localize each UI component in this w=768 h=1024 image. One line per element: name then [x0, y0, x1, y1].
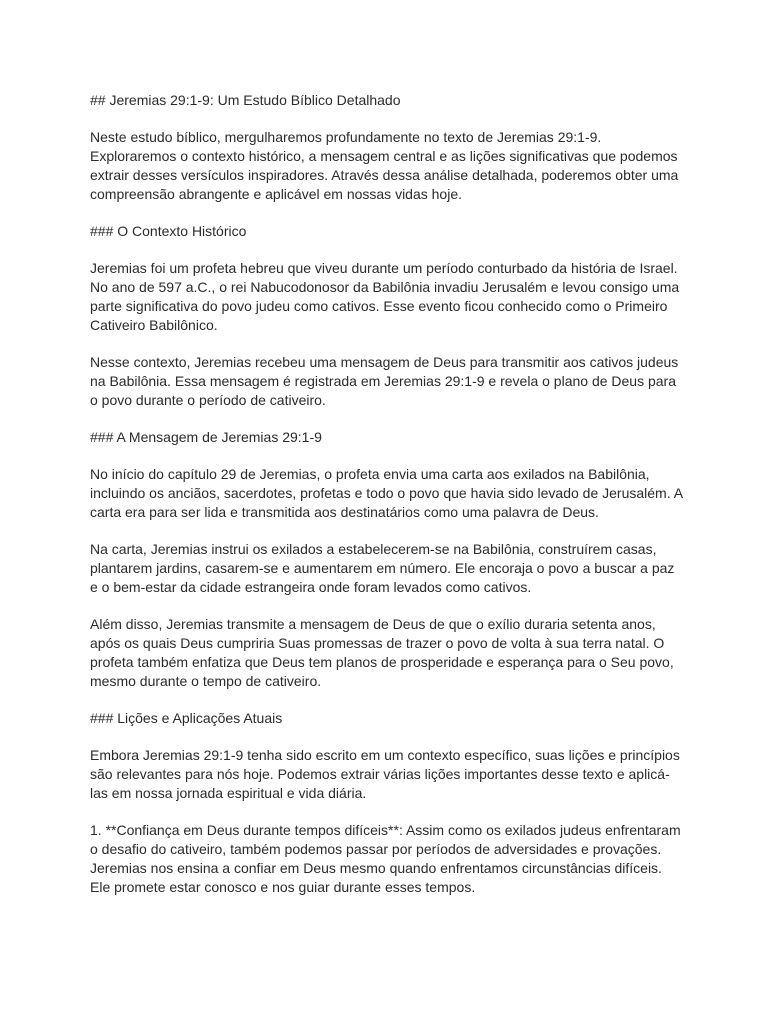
paragraph-line: após os quais Deus cumpriria Suas promessas de trazer o povo de volta à sua terra natal. O — [90, 635, 665, 651]
paragraph-line: Na carta, Jeremias instrui os exilados a estabelecerem-se na Babilônia, construírem casas, — [90, 541, 657, 557]
heading-text: ### A Mensagem de Jeremias 29:1-9 — [90, 429, 322, 445]
section-heading — [90, 709, 690, 728]
paragraph — [90, 540, 690, 597]
paragraph — [90, 615, 690, 691]
paragraph-line: o povo durante o período de cativeiro. — [90, 392, 326, 408]
paragraph-line: 1. **Confiança em Deus durante tempos difíceis**: Assim como os exilados judeus enfrentaram — [90, 822, 681, 838]
paragraph-line: Exploraremos o contexto histórico, a mensagem central e as lições significativas que podemos — [90, 148, 678, 164]
heading-text: ### Lições e Aplicações Atuais — [90, 710, 283, 726]
heading-text: ## Jeremias 29:1-9: Um Estudo Bíblico Detalhado — [90, 92, 401, 108]
paragraph — [90, 259, 690, 335]
paragraph-line: compreensão abrangente e aplicável em nossas vidas hoje. — [90, 186, 463, 202]
paragraph-line: extrair desses versículos inspiradores. Através dessa análise detalhada, poderemos obter uma — [90, 167, 679, 183]
paragraph-line: plantarem jardins, casarem-se e aumentarem em número. Ele encoraja o povo a buscar a paz — [90, 560, 675, 576]
paragraph-line: Jeremias foi um profeta hebreu que viveu durante um período conturbado da história de Israel. — [90, 260, 678, 276]
paragraph-line: na Babilônia. Essa mensagem é registrada em Jeremias 29:1-9 e revela o plano de Deus para — [90, 373, 676, 389]
paragraph — [90, 128, 690, 204]
paragraph-line: Nesse contexto, Jeremias recebeu uma mensagem de Deus para transmitir aos cativos judeus — [90, 354, 679, 370]
paragraph-line: profeta também enfatiza que Deus tem planos de prosperidade e esperança para o Seu povo, — [90, 654, 674, 670]
paragraph-line: Jeremias nos ensina a confiar em Deus mesmo quando enfrentamos circunstâncias difíceis. — [90, 860, 662, 876]
paragraph-line: são relevantes para nós hoje. Podemos extrair várias lições importantes desse texto e aplicá- — [90, 766, 670, 782]
paragraph-line: No ano de 597 a.C., o rei Nabucodonosor da Babilônia invadiu Jerusalém e levou consigo uma — [90, 279, 680, 295]
paragraph-line: o desafio do cativeiro, também podemos passar por períodos de adversidades e provações. — [90, 841, 662, 857]
paragraph-line: Neste estudo bíblico, mergulharemos profundamente no texto de Jeremias 29:1-9. — [90, 129, 602, 145]
paragraph-line: mesmo durante o tempo de cativeiro. — [90, 673, 322, 689]
paragraph-line: e o bem-estar da cidade estrangeira onde foram levados como cativos. — [90, 579, 532, 595]
paragraph-line: Embora Jeremias 29:1-9 tenha sido escrito em um contexto específico, suas lições e princípios — [90, 747, 680, 763]
paragraph-line: carta era para ser lida e transmitida aos destinatários como uma palavra de Deus. — [90, 504, 599, 520]
paragraph — [90, 353, 690, 410]
section-heading — [90, 428, 690, 447]
paragraph-line: incluindo os anciãos, sacerdotes, profetas e todo o povo que havia sido levado de Jerusalém. A — [90, 485, 684, 501]
paragraph-line: Além disso, Jeremias transmite a mensagem de Deus de que o exílio duraria setenta anos, — [90, 616, 656, 632]
paragraph-line: parte significativa do povo judeu como cativos. Esse evento ficou conhecido como o Primeiro — [90, 298, 668, 314]
paragraph-line: No início do capítulo 29 de Jeremias, o profeta envia uma carta aos exilados na Babilônia, — [90, 466, 650, 482]
paragraph — [90, 821, 690, 897]
paragraph-line: las em nossa jornada espiritual e vida diária. — [90, 785, 367, 801]
section-heading — [90, 91, 690, 110]
section-heading — [90, 222, 690, 241]
paragraph-line: Ele promete estar conosco e nos guiar durante esses tempos. — [90, 879, 476, 895]
heading-text: ### O Contexto Histórico — [90, 223, 247, 239]
paragraph-line: Cativeiro Babilônico. — [90, 317, 218, 333]
document-page — [90, 91, 690, 897]
paragraph — [90, 465, 690, 522]
paragraph — [90, 746, 690, 803]
